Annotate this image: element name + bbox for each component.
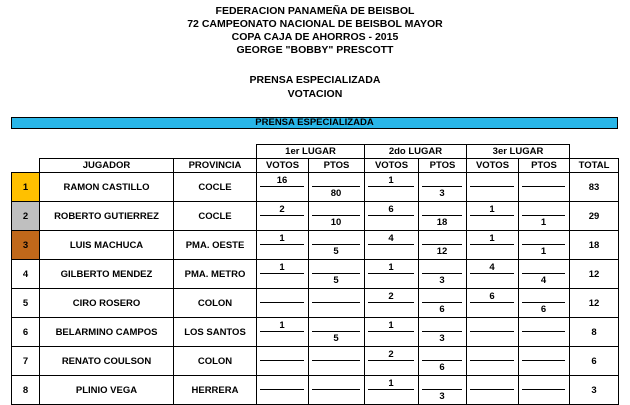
vote-cell — [256, 346, 309, 376]
cell-divider — [312, 389, 360, 390]
vote-cell — [308, 346, 365, 376]
total-cell: 83 — [569, 172, 619, 202]
cell-divider — [522, 273, 565, 274]
vote-cell — [466, 317, 519, 347]
player-name-cell: PLINIO VEGA — [39, 375, 174, 405]
cell-divider — [522, 215, 565, 216]
province-cell: PMA. METRO — [173, 259, 257, 289]
points-value: 3 — [439, 188, 445, 199]
votes-value: 1 — [279, 233, 285, 244]
points-value: 5 — [333, 246, 339, 257]
cell-divider — [368, 360, 414, 361]
player-name-cell: GILBERTO MENDEZ — [39, 259, 174, 289]
vote-cell — [466, 375, 519, 405]
cell-divider — [260, 244, 304, 245]
cell-divider — [368, 186, 414, 187]
cell-divider — [470, 389, 514, 390]
cell-divider — [522, 302, 565, 303]
vote-cell — [518, 317, 570, 347]
column-header-ptos: PTOS — [418, 158, 467, 173]
votes-value: 1 — [388, 262, 394, 273]
cell-divider — [470, 273, 514, 274]
cell-divider — [470, 302, 514, 303]
cell-divider — [522, 360, 565, 361]
province-cell: COLON — [173, 346, 257, 376]
column-header-provincia: PROVINCIA — [173, 158, 257, 173]
total-cell: 8 — [569, 317, 619, 347]
cell-divider — [260, 302, 304, 303]
points-value: 18 — [436, 217, 448, 228]
rank-cell: 7 — [11, 346, 40, 376]
total-cell: 18 — [569, 230, 619, 260]
total-cell: 6 — [569, 346, 619, 376]
cell-divider — [312, 186, 360, 187]
cell-divider — [422, 360, 462, 361]
votes-value: 1 — [489, 204, 495, 215]
player-name-cell: BELARMINO CAMPOS — [39, 317, 174, 347]
cell-divider — [422, 273, 462, 274]
points-value: 3 — [439, 333, 445, 344]
votes-value: 4 — [388, 233, 394, 244]
points-value: 6 — [439, 362, 445, 373]
cup-title: COPA CAJA DE AHORROS - 2015 — [231, 31, 399, 43]
votes-value: 6 — [489, 291, 495, 302]
vote-cell — [256, 375, 309, 405]
cell-divider — [522, 389, 565, 390]
points-value: 5 — [333, 275, 339, 286]
points-value: 4 — [540, 275, 547, 286]
cell-divider — [260, 186, 304, 187]
player-name-cell: LUIS MACHUCA — [39, 230, 174, 260]
cell-divider — [470, 244, 514, 245]
votes-value: 4 — [489, 262, 495, 273]
province-cell: COCLE — [173, 172, 257, 202]
press-banner: PRENSA ESPECIALIZADA — [11, 117, 618, 129]
cell-divider — [470, 360, 514, 361]
points-value: 3 — [439, 275, 445, 286]
column-header-jugador: JUGADOR — [39, 158, 174, 173]
column-header-total: TOTAL — [569, 158, 619, 173]
cell-divider — [368, 389, 414, 390]
cell-divider — [422, 302, 462, 303]
place-header-3: 3er LUGAR — [466, 144, 570, 159]
cell-divider — [368, 244, 414, 245]
points-value: 1 — [540, 246, 547, 257]
cell-divider — [422, 331, 462, 332]
federation-title: FEDERACION PANAMEÑA DE BEISBOL — [215, 5, 415, 17]
vote-cell — [518, 172, 570, 202]
votes-value: 2 — [388, 349, 394, 360]
points-value: 12 — [436, 246, 448, 257]
vote-cell — [308, 288, 365, 318]
column-header-votos: VOTOS — [466, 158, 519, 173]
rank-cell: 8 — [11, 375, 40, 405]
cell-divider — [522, 244, 565, 245]
cell-divider — [368, 273, 414, 274]
cell-divider — [422, 186, 462, 187]
votes-value: 1 — [388, 378, 394, 389]
column-header-ptos: PTOS — [518, 158, 570, 173]
player-name-cell: CIRO ROSERO — [39, 288, 174, 318]
section-title: PRENSA ESPECIALIZADA — [249, 74, 381, 86]
cell-divider — [312, 302, 360, 303]
award-title: GEORGE "BOBBY" PRESCOTT — [236, 44, 394, 56]
votes-value: 1 — [279, 262, 285, 273]
cell-divider — [422, 389, 462, 390]
votes-value: 1 — [388, 320, 394, 331]
total-cell: 3 — [569, 375, 619, 405]
championship-title: 72 CAMPEONATO NACIONAL DE BEISBOL MAYOR — [187, 18, 443, 30]
votes-value: 2 — [388, 291, 394, 302]
cell-divider — [312, 244, 360, 245]
rank-cell: 6 — [11, 317, 40, 347]
cell-divider — [368, 331, 414, 332]
place-header-1: 1er LUGAR — [256, 144, 365, 159]
vote-cell — [308, 375, 365, 405]
points-value: 80 — [330, 188, 342, 199]
points-value: 3 — [439, 391, 445, 402]
cell-divider — [522, 331, 565, 332]
rank-cell: 1 — [11, 172, 40, 202]
province-cell: LOS SANTOS — [173, 317, 257, 347]
player-name-cell: ROBERTO GUTIERREZ — [39, 201, 174, 231]
cell-divider — [260, 389, 304, 390]
vote-cell — [518, 375, 570, 405]
total-cell: 12 — [569, 288, 619, 318]
rank-cell: 5 — [11, 288, 40, 318]
points-value: 1 — [540, 217, 547, 228]
votes-value: 1 — [279, 320, 285, 331]
province-cell: PMA. OESTE — [173, 230, 257, 260]
cell-divider — [522, 186, 565, 187]
cell-divider — [470, 331, 514, 332]
province-cell: COCLE — [173, 201, 257, 231]
vote-cell — [466, 346, 519, 376]
points-value: 5 — [333, 333, 339, 344]
vote-cell — [518, 346, 570, 376]
province-cell: HERRERA — [173, 375, 257, 405]
vote-cell — [256, 288, 309, 318]
votes-value: 1 — [388, 175, 394, 186]
cell-divider — [368, 215, 414, 216]
votes-value: 2 — [279, 204, 285, 215]
cell-divider — [260, 360, 304, 361]
votes-value: 16 — [276, 175, 288, 186]
player-name-cell: RAMON CASTILLO — [39, 172, 174, 202]
column-header-votos: VOTOS — [364, 158, 419, 173]
cell-divider — [260, 273, 304, 274]
cell-divider — [422, 244, 462, 245]
rank-cell: 2 — [11, 201, 40, 231]
cell-divider — [470, 186, 514, 187]
points-value: 10 — [330, 217, 342, 228]
cell-divider — [312, 215, 360, 216]
column-header-votos: VOTOS — [256, 158, 309, 173]
place-header-2: 2do LUGAR — [364, 144, 467, 159]
player-name-cell: RENATO COULSON — [39, 346, 174, 376]
column-header-ptos: PTOS — [308, 158, 365, 173]
province-cell: COLON — [173, 288, 257, 318]
total-cell: 29 — [569, 201, 619, 231]
rank-cell: 3 — [11, 230, 40, 260]
rank-cell: 4 — [11, 259, 40, 289]
cell-divider — [260, 215, 304, 216]
points-value: 6 — [439, 304, 445, 315]
points-value: 6 — [540, 304, 547, 315]
cell-divider — [260, 331, 304, 332]
cell-divider — [422, 215, 462, 216]
cell-divider — [312, 273, 360, 274]
cell-divider — [470, 215, 514, 216]
section-subtitle: VOTACION — [287, 88, 343, 100]
votes-value: 1 — [489, 233, 495, 244]
vote-cell — [466, 172, 519, 202]
cell-divider — [368, 302, 414, 303]
votes-value: 6 — [388, 204, 394, 215]
total-cell: 12 — [569, 259, 619, 289]
cell-divider — [312, 360, 360, 361]
cell-divider — [312, 331, 360, 332]
